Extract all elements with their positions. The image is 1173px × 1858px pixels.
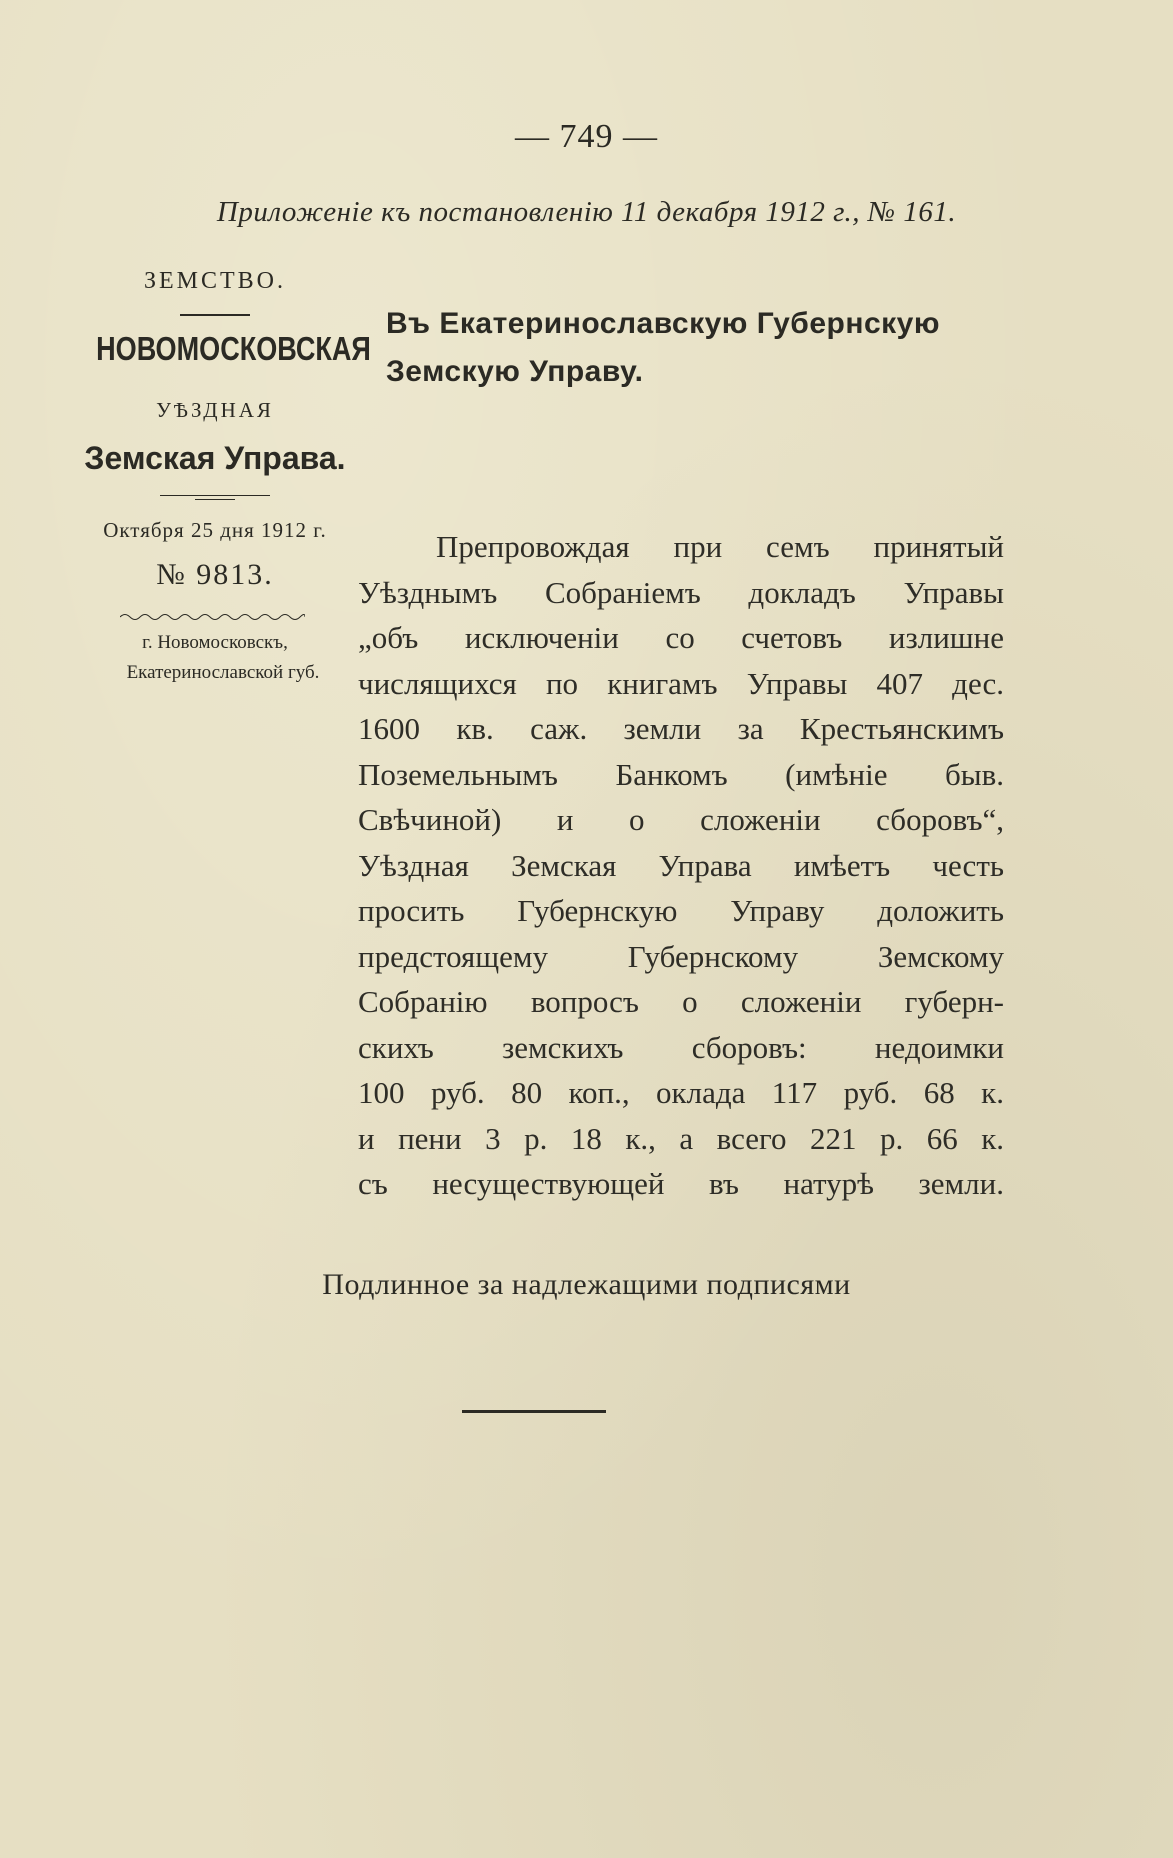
zemskaya-uprava-title: Земская Управа. <box>84 440 346 476</box>
zemstvo-label: ЗЕМСТВО. <box>143 268 287 294</box>
body-line: 100 руб. 80 коп., оклада 117 руб. 68 к. <box>358 1075 1004 1110</box>
body-line: Уѣзднымъ Собраніемъ докладъ Управы <box>358 574 1004 610</box>
body-line: Свѣчиной) и о сложеніи сборовъ“, <box>358 802 1004 837</box>
header-rule <box>180 314 250 316</box>
body-line: Собранію вопросъ о сложеніи губерн- <box>358 984 1004 1019</box>
body-line: и пени 3 р. 18 к., а всего 221 р. 66 к. <box>358 1120 1004 1156</box>
signature-note: Подлинное за надлежащими подписями <box>322 1268 851 1301</box>
ornament-rule <box>160 495 270 503</box>
document-date: Октября 25 дня 1912 г. <box>103 518 327 542</box>
letter-body <box>358 524 1004 1207</box>
appendix-caption: Приложеніе къ постановленію 11 декабря 1912 г., № 161. <box>216 196 957 228</box>
body-line: Препровождая при семъ принятый <box>436 529 1004 564</box>
district-name: НОВОМОСКОВСКАЯ <box>96 330 371 367</box>
end-rule <box>462 1410 606 1413</box>
wavy-divider <box>120 612 305 622</box>
body-line: съ несуществующей въ натурѣ земли. <box>358 1166 1004 1201</box>
page-number: — 749 — <box>515 118 658 155</box>
body-line: предстоящему Губернскому Земскому <box>358 938 1004 974</box>
addressee-line-1: Въ Екатеринославскую Губернскую <box>386 307 940 340</box>
body-line: скихъ земскихъ сборовъ: недоимки <box>358 1029 1004 1065</box>
city-line: г. Новомосковскъ, <box>142 632 288 653</box>
body-line: просить Губернскую Управу доложить <box>358 893 1004 928</box>
addressee <box>386 300 1026 396</box>
body-line: 1600 кв. саж. земли за Крестьянскимъ <box>358 711 1004 746</box>
uezdnaya-label: УѢЗДНАЯ <box>156 398 274 422</box>
body-line: Поземельнымъ Банкомъ (имѣніе быв. <box>358 756 1004 792</box>
body-line: „объ исключеніи со счетовъ излишне <box>358 620 1004 655</box>
body-line: Уѣздная Земская Управа имѣетъ честь <box>358 847 1004 883</box>
document-number: № 9813. <box>156 558 274 591</box>
addressee-line-2: Земскую Управу. <box>386 355 644 388</box>
province-line: Екатеринославской губ. <box>126 662 320 683</box>
body-line: числящихся по книгамъ Управы 407 дес. <box>358 665 1004 701</box>
